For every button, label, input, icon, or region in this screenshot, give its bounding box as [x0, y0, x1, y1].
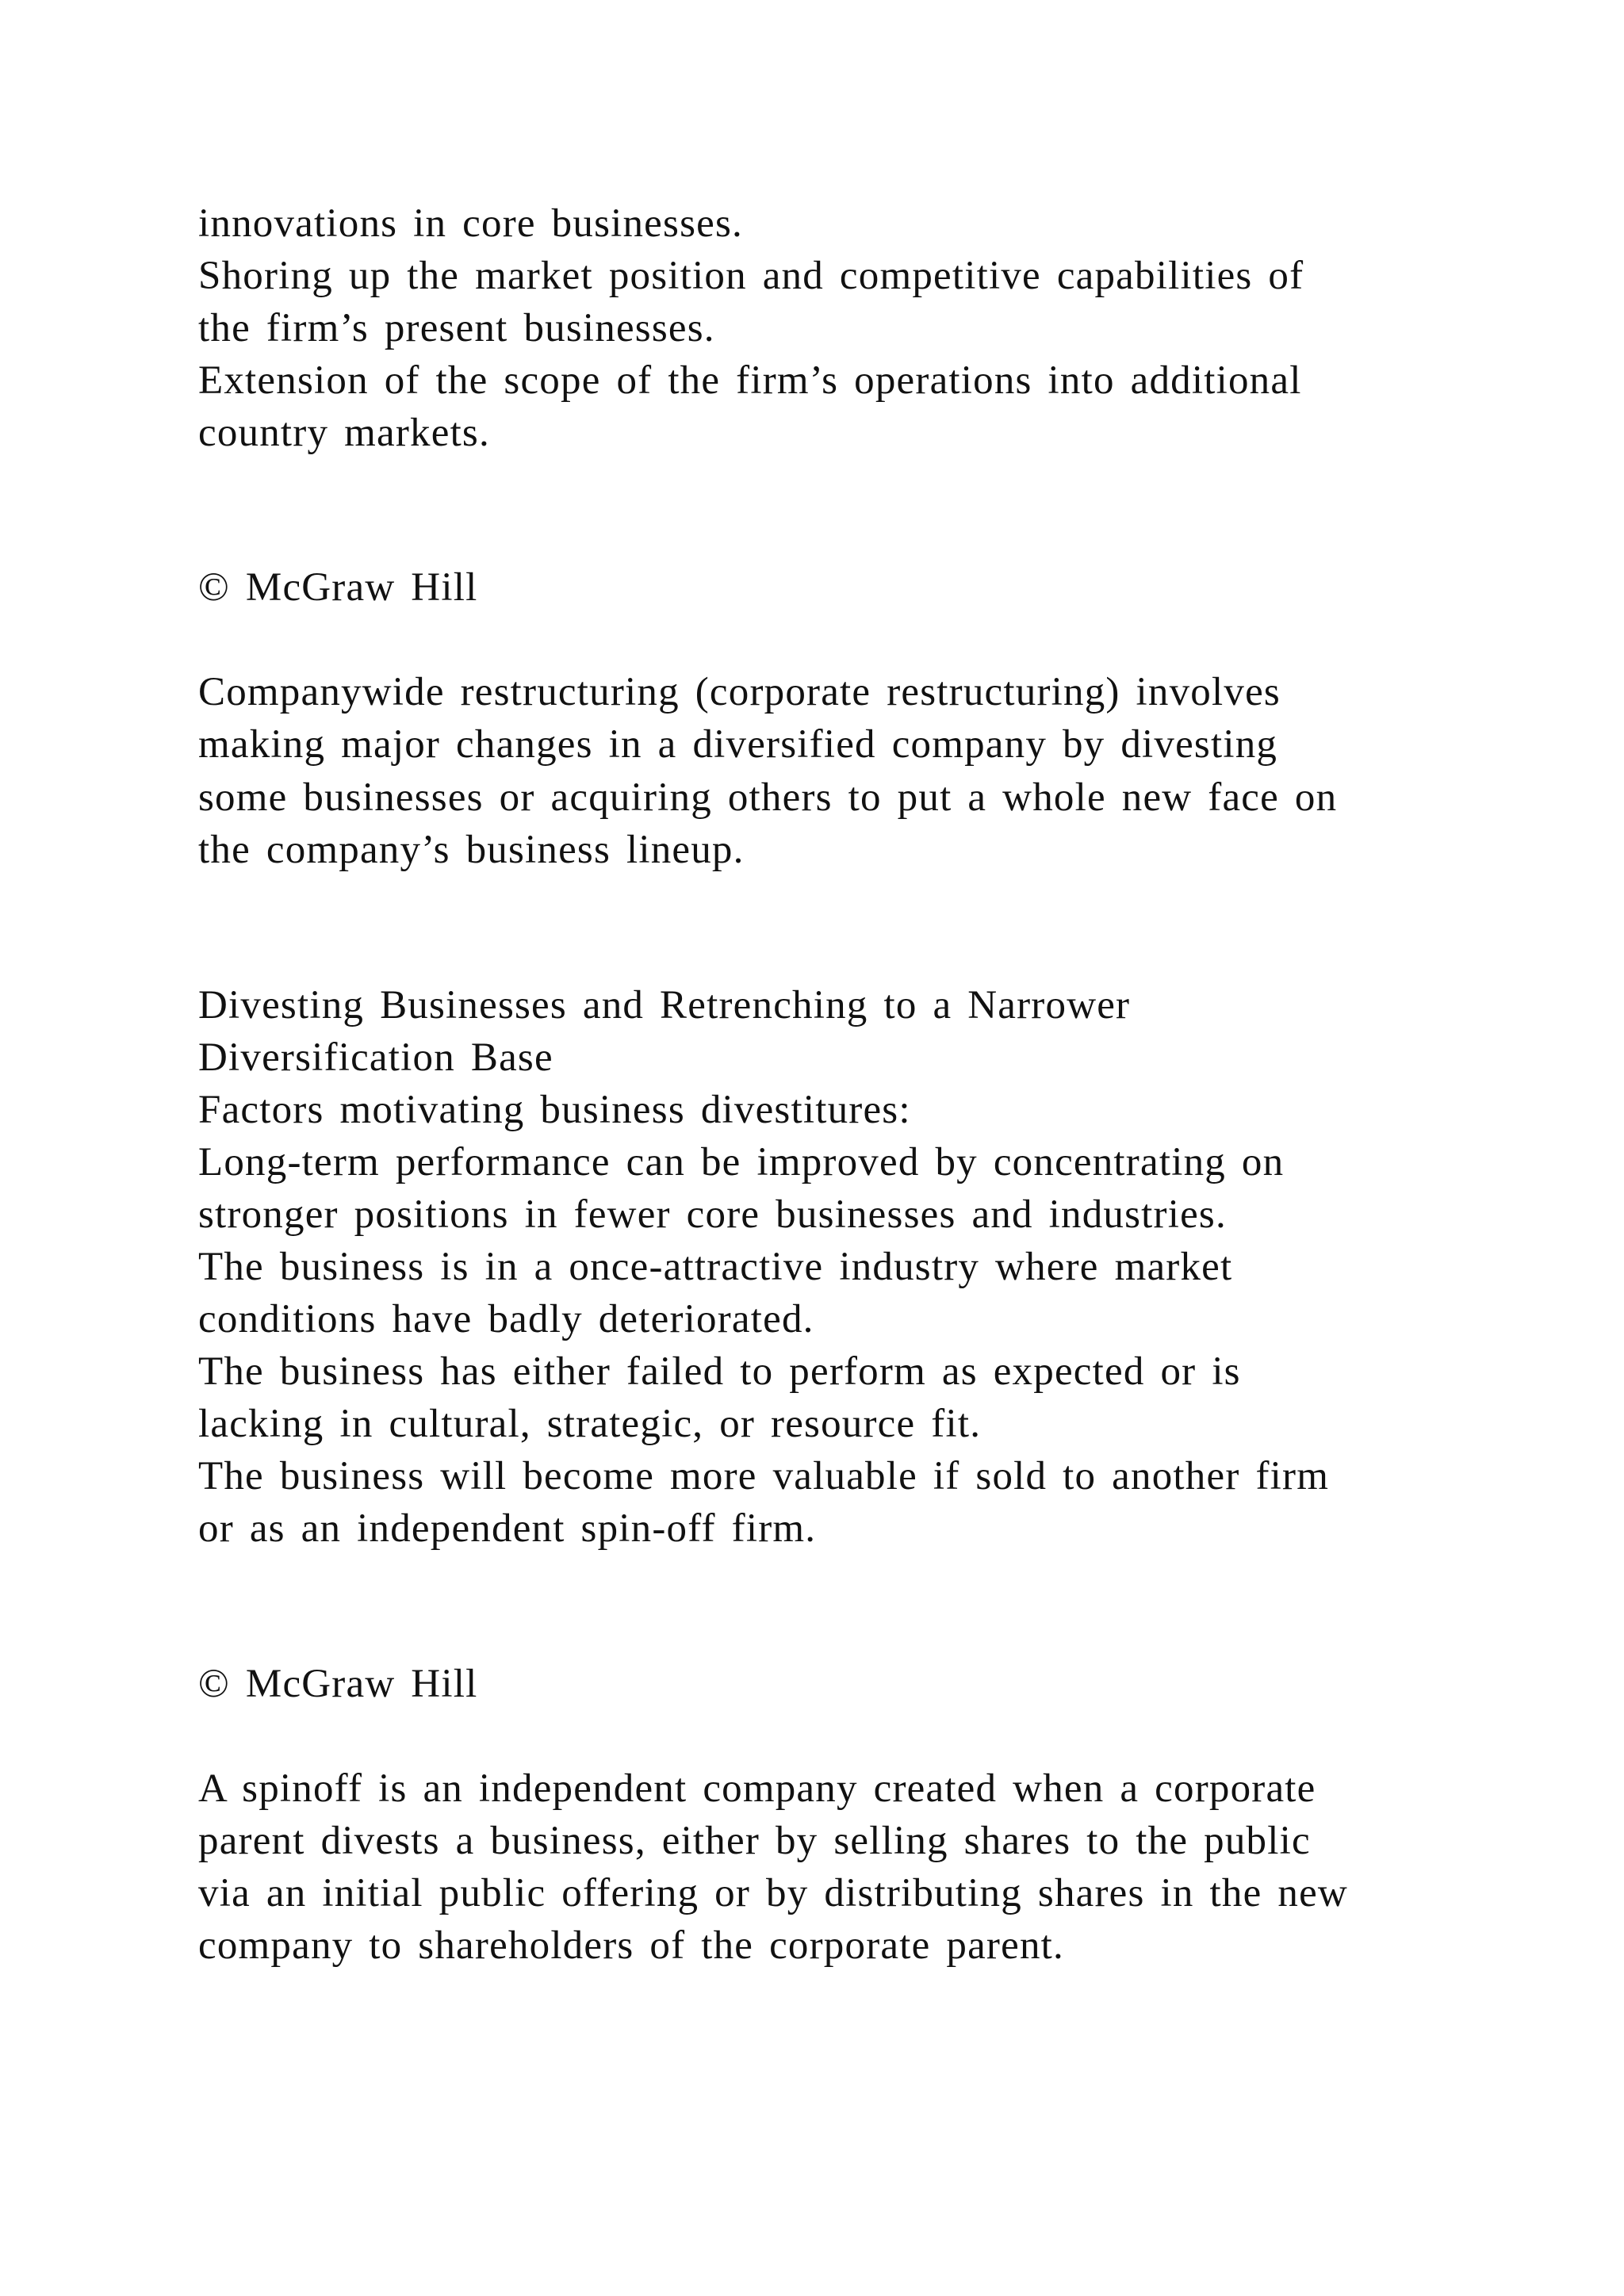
text-line: some businesses or acquiring others to put a whole new face on	[198, 775, 1338, 820]
text-line: conditions have badly deteriorated.	[198, 1297, 814, 1341]
text-line: The business is in a once-attractive industry where market	[198, 1245, 1233, 1289]
text-line: or as an independent spin-off firm.	[198, 1506, 817, 1551]
copyright-line: © McGraw Hill	[198, 1662, 478, 1706]
text-line: making major changes in a diversified company by divesting	[198, 722, 1278, 767]
text-line: Companywide restructuring (corporate restructuring) involves	[198, 670, 1281, 714]
text-line: parent divests a business, either by selling shares to the public	[198, 1819, 1311, 1863]
text-line: Factors motivating business divestitures:	[198, 1088, 911, 1132]
text-line: Extension of the scope of the firm’s operations into additional	[198, 358, 1302, 403]
text-line: The business has either failed to perform as expected or is	[198, 1349, 1241, 1394]
text-line: Shoring up the market position and competitive capabilities of	[198, 254, 1304, 298]
text-line: via an initial public offering or by distributing shares in the new	[198, 1871, 1348, 1915]
text-line: the company’s business lineup.	[198, 828, 745, 872]
text-line: Divesting Businesses and Retrenching to a Narrower	[198, 983, 1131, 1027]
text-line: company to shareholders of the corporate parent.	[198, 1923, 1064, 1968]
text-line: Long-term performance can be improved by concentrating on	[198, 1140, 1285, 1184]
text-line: country markets.	[198, 411, 490, 455]
text-line: A spinoff is an independent company created when a corporate	[198, 1766, 1316, 1811]
text-line: lacking in cultural, strategic, or resource fit.	[198, 1402, 982, 1446]
text-line: stronger positions in fewer core businesses and industries.	[198, 1192, 1227, 1237]
text-line: The business will become more valuable if sold to another firm	[198, 1454, 1330, 1498]
text-line: Diversification Base	[198, 1035, 553, 1080]
text-line: the firm’s present businesses.	[198, 306, 715, 350]
text-line: innovations in core businesses.	[198, 201, 743, 246]
copyright-line: © McGraw Hill	[198, 565, 478, 610]
